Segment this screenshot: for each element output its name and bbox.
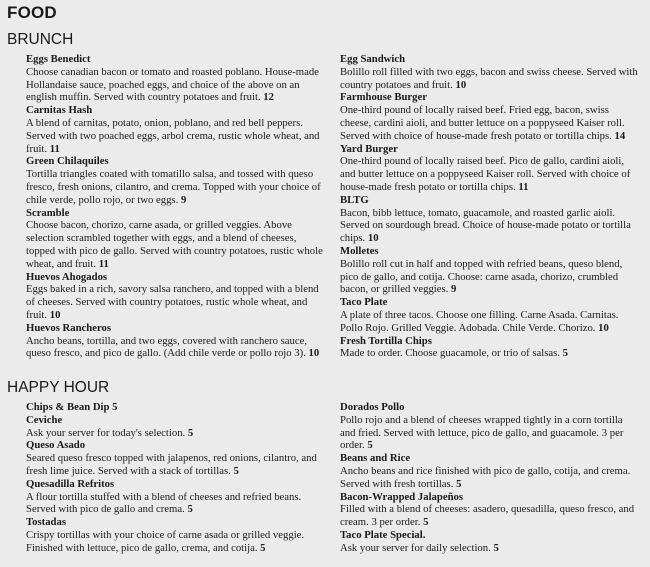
item-description-text: Seared queso fresco topped with jalapenos, red onions, cilantro, and fresh lime juice. Served with a stack of tortillas. (26, 452, 317, 477)
item-description (340, 155, 640, 193)
item-price: 10 (598, 321, 609, 334)
item-description-text: Bacon, bibb lettuce, tomato, guacamole, and roasted garlic aioli. Served on sourdough bread. Choice of house-made potato or tortilla chips. (340, 206, 631, 245)
item-name-text: Taco Plate Special. (340, 528, 426, 541)
item-price: 10 (308, 347, 320, 360)
item-name (340, 529, 640, 542)
item-name (26, 322, 324, 335)
item-name-text: Yard Burger (340, 142, 398, 155)
item-price: 5 (456, 477, 462, 490)
item-price: 5 (187, 426, 194, 439)
item-description-text: Ask your server for today's selection. (26, 426, 186, 439)
item-price: 10 (455, 78, 467, 91)
page-title: FOOD (7, 3, 57, 22)
item-name-text: Bacon-Wrapped Jalapeños (340, 490, 464, 503)
item-description (340, 309, 640, 335)
item-name-text: Eggs Benedict (26, 53, 91, 65)
item-name (26, 516, 324, 529)
brunch-right-column (340, 53, 640, 360)
item-name (340, 91, 640, 104)
item-price: 5 (493, 541, 499, 554)
item-description (340, 414, 640, 452)
item-description (26, 335, 324, 361)
menu-item (340, 335, 640, 361)
menu-item (26, 104, 324, 155)
happy-hour-left-column (26, 401, 324, 555)
menu-item (340, 53, 640, 91)
item-description-text: Made to order. Choose guacamole, or trio of salsas. (340, 347, 560, 360)
item-name-text: Fresh Tortilla Chips (340, 334, 432, 347)
item-name-text: Huevos Ahogados (26, 270, 108, 283)
brunch-left-column (26, 53, 324, 360)
item-description (26, 219, 324, 270)
item-description-text: Bolillo roll filled with two eggs, bacon and swiss cheese. Served with country potatoes and fruit. (340, 65, 638, 91)
item-name (26, 439, 324, 452)
item-name-text: Beans and Rice (340, 452, 411, 465)
item-description (26, 452, 324, 478)
item-description (340, 258, 640, 296)
item-name-text: Quesadilla Refritos (26, 477, 115, 490)
item-description-text: Pollo rojo and a blend of cheeses wrapped tightly in a corn tortilla and fried. Served with lettuce, pico de gallo, and guacamole. 3 per order. (340, 413, 624, 452)
menu-item (26, 414, 324, 440)
item-name-text: Farmhouse Burger (340, 91, 427, 104)
item-name-text: Egg Sandwich (340, 53, 406, 65)
item-name-text: Queso Asado (26, 439, 86, 452)
menu-item (26, 478, 324, 516)
item-price: 5 (367, 439, 373, 452)
item-name-text: Chips & Bean Dip (26, 401, 110, 413)
menu-item (26, 401, 324, 414)
item-description-text: Bolillo roll cut in half and topped with refried beans, queso blend, pico de gallo, and cotija. Choose: carne asada, chorizo, crumbled bacon, or grilled veggies. (340, 257, 623, 296)
item-price: 5 (562, 347, 568, 360)
item-description (26, 529, 324, 555)
item-name (340, 143, 640, 156)
item-description-text: Tortilla triangles coated with tomatillo salsa, and tossed with queso fresco, fresh onions, cilantro, and crema. Topped with your choice of chile verde, pollo rojo, or two eggs. (26, 168, 321, 206)
menu-item (340, 296, 640, 334)
item-description (340, 542, 640, 555)
item-description (340, 347, 640, 360)
item-description-text: A plate of three tacos. Choose one filling. Carne Asada. Carnitas. Pollo Rojo. Grilled Veggie. Adobada. Chile Verde. Chorizo. (340, 308, 619, 334)
menu-item (340, 452, 640, 490)
item-price: 5 (423, 516, 429, 529)
menu-item (340, 245, 640, 296)
item-description (26, 491, 324, 517)
item-description-text: Ancho beans, tortilla, and two eggs, covered with ranchero sauce, queso fresco, and pico de gallo. (Add chile verde or pollo rojo 3). (26, 334, 308, 360)
item-name (340, 401, 640, 414)
item-name (340, 335, 640, 348)
item-price: 9 (451, 283, 457, 296)
item-description-text: A blend of carnitas, potato, onion, poblano, and red bell peppers. Served with two poached eggs, arbol crema, rustic whole wheat, and fruit. (26, 116, 320, 155)
item-description-text: Filled with a blend of cheeses: asadero, quesadilla, queso fresco, and cream. 3 per order. (340, 503, 635, 529)
item-description-text: One-third pound of locally raised beef. Fried egg, bacon, swiss cheese, cardini aioli, and butter lettuce on a poppyseed Kaiser roll. Served with choice of house-made fresh potato or tortilla chips. (340, 104, 625, 142)
item-name (26, 104, 324, 117)
section-heading-happy-hour: HAPPY HOUR (7, 379, 110, 396)
item-description-text: Crispy tortillas with your choice of carne asada or grilled veggie. Finished with lettuce, pico de gallo, crema, and cotija. (26, 528, 305, 554)
item-description (26, 168, 324, 206)
item-name-text: Scramble (26, 206, 70, 219)
menu-item (340, 401, 640, 452)
menu-item (340, 91, 640, 142)
item-description-text: A flour tortilla stuffed with a blend of cheeses and refried beans. Served with pico de gallo and crema. (26, 490, 302, 516)
item-description (26, 117, 324, 155)
menu-item (26, 439, 324, 477)
menu-item (26, 207, 324, 271)
item-name (26, 53, 324, 66)
item-price: 11 (518, 180, 529, 193)
item-name (26, 155, 324, 168)
item-price: 10 (367, 232, 379, 245)
item-description (340, 207, 640, 245)
item-name-text: Tostadas (26, 516, 66, 529)
item-name (26, 207, 324, 220)
menu-item (26, 271, 324, 322)
item-price: 5 (233, 464, 239, 477)
item-price: 5 (112, 401, 118, 413)
section-heading-brunch: BRUNCH (7, 31, 74, 48)
menu-item (340, 143, 640, 194)
item-price: 14 (614, 129, 626, 142)
item-name-text: Taco Plate (340, 296, 388, 309)
menu-item (340, 194, 640, 245)
item-description (26, 283, 324, 321)
item-name-text: Carnitas Hash (26, 104, 93, 117)
item-description (26, 66, 324, 104)
happy-hour-right-column (340, 401, 640, 555)
menu-item (26, 155, 324, 206)
item-description-text: One-third pound of locally raised beef. Pico de gallo, cardini aioli, and butter lettuce on a poppyseed Kaiser roll. Served with choice of house-made fresh potato or tortilla chips. (340, 155, 631, 193)
item-name (26, 414, 324, 427)
menu-item (26, 53, 324, 104)
item-price: 11 (49, 142, 60, 155)
item-name-text: Molletes (340, 244, 379, 257)
item-name (340, 245, 640, 258)
item-description (26, 427, 324, 440)
item-name-text: Green Chilaquiles (26, 155, 109, 168)
item-price: 11 (98, 257, 109, 270)
item-description (340, 104, 640, 142)
item-price: 5 (187, 503, 193, 516)
menu-item (340, 491, 640, 529)
item-price: 5 (260, 541, 266, 554)
menu-item (26, 516, 324, 554)
item-name (340, 194, 640, 207)
menu-item (340, 529, 640, 555)
item-name (340, 491, 640, 504)
item-name-text: BLTG (340, 193, 369, 206)
item-description (340, 66, 640, 92)
menu-item (26, 322, 324, 360)
item-name-text: Dorados Pollo (340, 401, 405, 413)
item-description-text: Ask your server for daily selection. (340, 541, 491, 554)
item-name (340, 452, 640, 465)
item-name (26, 401, 324, 414)
item-name (26, 478, 324, 491)
item-description (340, 465, 640, 491)
item-description-text: Choose bacon, chorizo, carne asada, or grilled veggies. Above selection scrambled together with eggs, and a blend of cheeses, topped with pico de gallo. Served with country potatoes, rustic whole wheat, and fruit. (26, 219, 323, 270)
item-name (340, 53, 640, 66)
item-description (340, 503, 640, 529)
item-description-text: Eggs baked in a rich, savory salsa ranchero, and topped with a blend of cheeses. Served with country potatoes, rustic whole wheat, and fruit. (26, 283, 319, 321)
item-name-text: Huevos Rancheros (26, 321, 112, 334)
item-description-text: Ancho beans and rice finished with pico de gallo, cotija, and crema. Served with fresh tortillas. (340, 464, 631, 490)
item-price: 12 (263, 91, 274, 104)
item-name (26, 271, 324, 284)
item-name (340, 296, 640, 309)
item-price: 10 (49, 308, 61, 321)
item-description-text: Choose canadian bacon or tomato and roasted poblano. House-made Hollandaise sauce, poached eggs, and choice of the above on an english muffin. Served with country potatoes and fruit. (26, 65, 319, 104)
item-price: 9 (180, 193, 187, 206)
item-name-text: Ceviche (26, 413, 63, 426)
